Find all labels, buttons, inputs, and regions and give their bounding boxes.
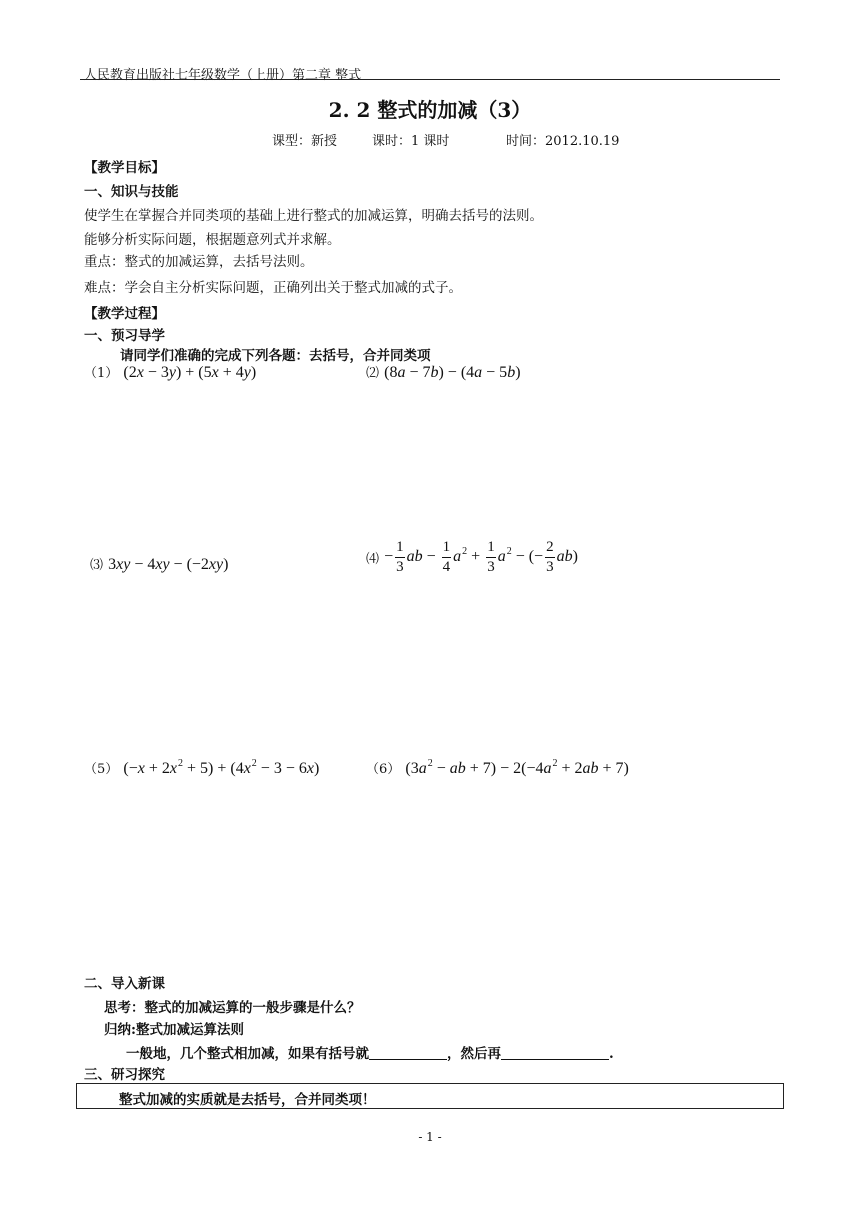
exercise-4 xyxy=(366,540,578,575)
exercise-1 xyxy=(84,362,256,382)
exercise-6-label: （6） xyxy=(366,762,401,777)
exercise-4-expression: − $\frac{1}{3}$ ab − $\frac{1}{4}$ $a^2$ + $\frac{1}{3}$ $a^2$ − (− $\frac{2}{3}$ ab) xyxy=(384,539,578,575)
section-2-heading: 二、导入新课 xyxy=(84,976,165,992)
section-3-heading: 三、研习探究 xyxy=(84,1067,165,1083)
exercise-1-expression: (2x − 3y) + (5x + 4y) xyxy=(123,364,257,381)
goals-difficulty: 难点：学会自主分析实际问题，正确列出关于整式加减的式子。 xyxy=(84,280,462,296)
exercise-5-label: （5） xyxy=(84,762,119,777)
rule-text-end: . xyxy=(609,1046,614,1062)
exercise-6-expression: ($3a^2$ − ab + $7) - 2(-4a^2 + 2ab + 7)$ xyxy=(405,758,629,777)
lesson-hours: 课时：1 课时 xyxy=(372,134,450,149)
header-rule xyxy=(80,79,780,80)
section-2-summary: 归纳:整式加减运算法则 xyxy=(104,1022,244,1038)
exercise-2-label: ⑵ xyxy=(366,366,380,381)
page-header: 人民教育出版社七年级数学（上册）第二章 整式 xyxy=(84,68,362,83)
exercise-1-label: （1） xyxy=(84,366,119,381)
goals-heading: 【教学目标】 xyxy=(84,160,165,176)
lesson-type: 课型：新授 xyxy=(272,134,338,149)
key-point-text: 整式加减的实质就是去括号，合并同类项！ xyxy=(119,1092,376,1108)
goals-key-point: 重点：整式的加减运算，去括号法则。 xyxy=(84,254,314,270)
exercise-2-expression: (8a − 7b) − (4a − 5b) xyxy=(384,364,521,381)
rule-text-part-2: ，然后再 xyxy=(447,1046,501,1062)
process-heading: 【教学过程】 xyxy=(84,306,165,322)
exercise-5 xyxy=(84,758,319,778)
exercise-3 xyxy=(90,554,228,574)
exercise-3-label: ⑶ xyxy=(90,558,104,573)
rule-text-part-1: 一般地，几个整式相加减，如果有括号就 xyxy=(126,1046,369,1062)
goals-section-knowledge: 一、知识与技能 xyxy=(84,184,179,200)
page-number: - 1 - xyxy=(418,1130,442,1144)
section-2-rule xyxy=(126,1042,614,1062)
section-2-think: 思考：整式的加减运算的一般步骤是什么？ xyxy=(104,1000,361,1016)
exercise-2 xyxy=(366,362,521,382)
blank-2[interactable] xyxy=(501,1045,609,1060)
goals-line-1: 使学生在掌握合并同类项的基础上进行整式的加减运算，明确去括号的法则。 xyxy=(84,208,543,224)
key-point-box xyxy=(76,1083,784,1109)
exercise-3-expression: 3xy − 4xy − (−2xy) xyxy=(108,556,229,573)
goals-line-2: 能够分析实际问题，根据题意列式并求解。 xyxy=(84,232,341,248)
exercise-5-expression: $(-x + 2x^2 + 5) + (4x^2 - 3 - 6x)$ xyxy=(123,758,320,777)
exercise-4-label: ⑷ xyxy=(366,552,380,567)
process-section-preview: 一、预习导学 xyxy=(84,328,165,344)
process-instruction: 请同学们准确的完成下列各题：去括号，合并同类项 xyxy=(120,348,431,364)
page-title: 2. 2 整式的加减（3） xyxy=(328,98,532,122)
lesson-date: 时间：2012.10.19 xyxy=(506,134,620,149)
blank-1[interactable] xyxy=(369,1045,447,1060)
exercise-6 xyxy=(366,758,629,778)
